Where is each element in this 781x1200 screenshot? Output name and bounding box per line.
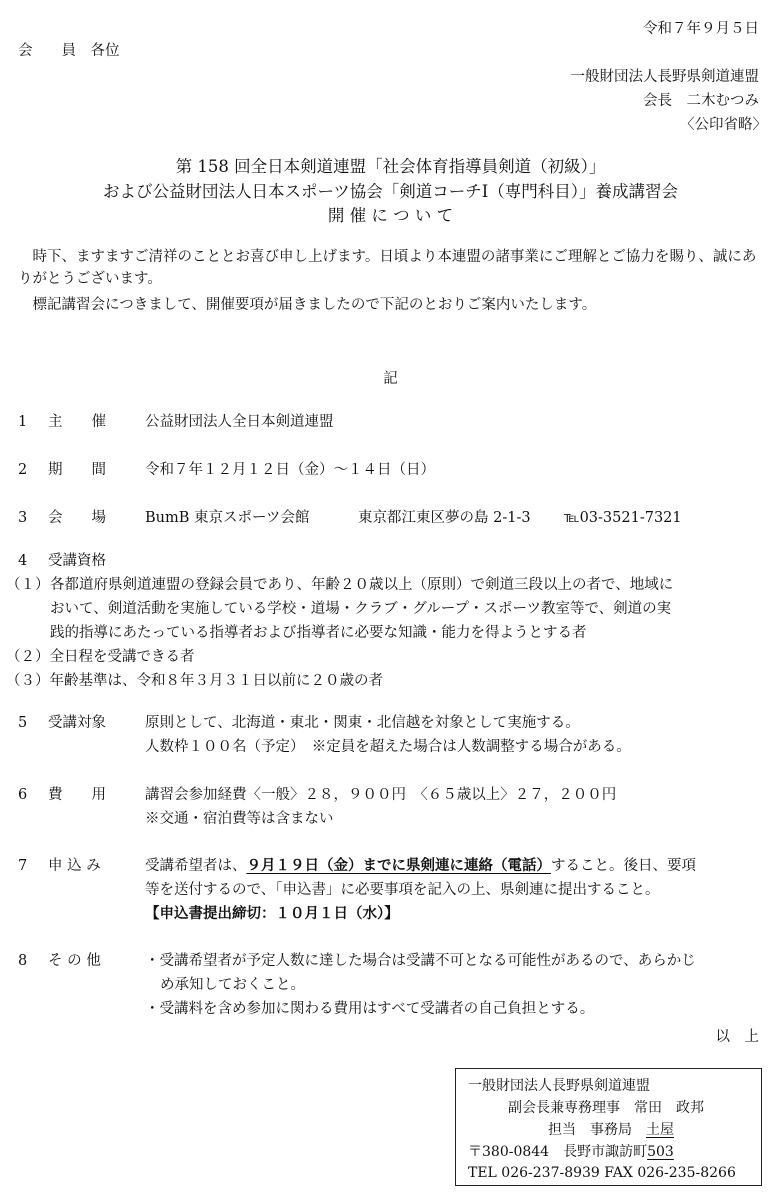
item-1-body: 公益財団法人全日本剣道連盟: [145, 414, 334, 430]
item-4-q1-line2: おいて、剣道活動を実施している学校・道場・クラブ・グループ・スポーツ教室等で、剣道の実: [50, 601, 672, 617]
title-line-2: および公益財団法人日本スポーツ協会「剣道コーチⅠ（専門科目）」養成講習会: [102, 182, 679, 201]
title-line-1: 第 158 回全日本剣道連盟「社会体育指導員剣道（初級）」: [175, 157, 606, 176]
item-4-q1-line3: 践的指導にあたっている指導者および指導者に必要な知識・能力を得ようとする者: [50, 625, 587, 641]
contact-staff: [548, 1119, 674, 1141]
contact-org: 一般財団法人長野県剣道連盟: [468, 1078, 650, 1094]
item-1-label: 主 催: [48, 414, 106, 430]
item-4-q1-mark: （１）: [6, 577, 50, 593]
item-1-number: 1: [18, 414, 28, 430]
item-7-number: 7: [18, 858, 28, 874]
recipient: 会 員 各位: [18, 43, 120, 59]
ki-heading: 記: [383, 371, 398, 387]
item-6-line2: ※交通・宿泊費等は含まない: [145, 811, 334, 827]
item-6-label: 費 用: [48, 787, 106, 803]
item-2-label: 期 間: [48, 462, 106, 478]
item-7-line1-c: すること。後日、要項: [551, 858, 696, 874]
title-line-3: 開 催 に つ い て: [327, 206, 454, 225]
item-7-deadline-contact: ９月１９日（金）までに県剣連に連絡（電話）: [246, 857, 551, 874]
seal-note: 〈公印省略〉: [680, 117, 767, 133]
item-4-q3: （３）年齢基準は、令和８年３月３１日以前に２０歳の者: [6, 673, 383, 689]
item-8-line3: ・受講料を含め参加に関わる費用はすべて受講者の自己負担とする。: [145, 1001, 595, 1017]
item-3-label: 会 場: [48, 510, 106, 526]
item-8-number: 8: [18, 953, 28, 969]
item-3-address: 東京都江東区夢の島 2-1-3: [358, 510, 531, 526]
item-7-line1: [145, 855, 696, 877]
contact-title-name: 副会長兼専務理事 常田 政邦: [508, 1100, 704, 1116]
item-7-line2: 等を送付するので、「申込書」に必要事項を記入の上、県剣連に提出すること。: [145, 882, 660, 898]
document-date: 令和７年９月５日: [643, 21, 759, 37]
item-3-number: 3: [18, 510, 28, 526]
item-6-number: 6: [18, 787, 28, 803]
contact-phone: TEL 026-237-8939 FAX 026-235-8266: [468, 1165, 736, 1181]
item-4-q2: （２）全日程を受講できる者: [6, 649, 195, 665]
item-5-line2: 人数枠１００名（予定） ※定員を超えた場合は人数調整する場合がある。: [145, 739, 631, 755]
contact-address: [468, 1141, 674, 1163]
closing: 以 上: [715, 1029, 759, 1045]
item-8-line1: ・受講希望者が予定人数に達した場合は受講不可となる可能性があるので、あらかじ: [145, 953, 696, 969]
sender-org: 一般財団法人長野県剣道連盟: [570, 69, 759, 85]
item-3-tel: ℡03-3521-7321: [564, 510, 682, 526]
item-8-label: そ の 他: [48, 953, 101, 969]
intro-paragraph-2: 標記講習会につきまして、開催要項が届きましたので下記のとおりご案内いたします。: [18, 297, 597, 313]
item-4-number: 4: [18, 553, 28, 569]
item-2-number: 2: [18, 462, 28, 478]
item-5-number: 5: [18, 715, 28, 731]
contact-box: [455, 1068, 762, 1186]
contact-staff-prefix: 担当 事務局: [548, 1122, 646, 1138]
intro-paragraph-1: 時下、ますますご清祥のこととお喜び申し上げます。日頃より本連盟の諸事業にご理解とご協力を賜り、誠にありがとうございます。: [18, 249, 757, 287]
item-8-line2: め承知しておくこと。: [160, 977, 305, 993]
contact-address-number: 503: [647, 1144, 674, 1160]
item-6-line1: 講習会参加経費〈一般〉２８，９００円 〈６５歳以上〉２７，２００円: [145, 787, 617, 803]
item-5-label: 受講対象: [48, 715, 106, 731]
item-7-line1-a: 受講希望者は、: [145, 858, 247, 874]
item-4-label: 受講資格: [48, 553, 106, 569]
sender-name: 会長 二木むつみ: [643, 93, 759, 109]
item-3-venue: BumB 東京スポーツ会館: [145, 510, 310, 526]
item-5-line1: 原則として、北海道・東北・関東・北信越を対象として実施する。: [145, 715, 580, 731]
item-4-q1-line1: 各都道府県剣道連盟の登録会員であり、年齢２０歳以上（原則）で剣道三段以上の者で、地域に: [50, 577, 674, 593]
contact-address-prefix: 〒380-0844 長野市諏訪町: [468, 1144, 648, 1160]
item-7-label: 申 込 み: [48, 858, 101, 874]
item-7-submission-deadline: 【申込書提出締切：１０月１日（水）】: [145, 905, 399, 922]
contact-staff-name: 土屋: [646, 1122, 674, 1138]
item-2-body: 令和７年１２月１２日（金）～１４日（日）: [145, 462, 435, 478]
